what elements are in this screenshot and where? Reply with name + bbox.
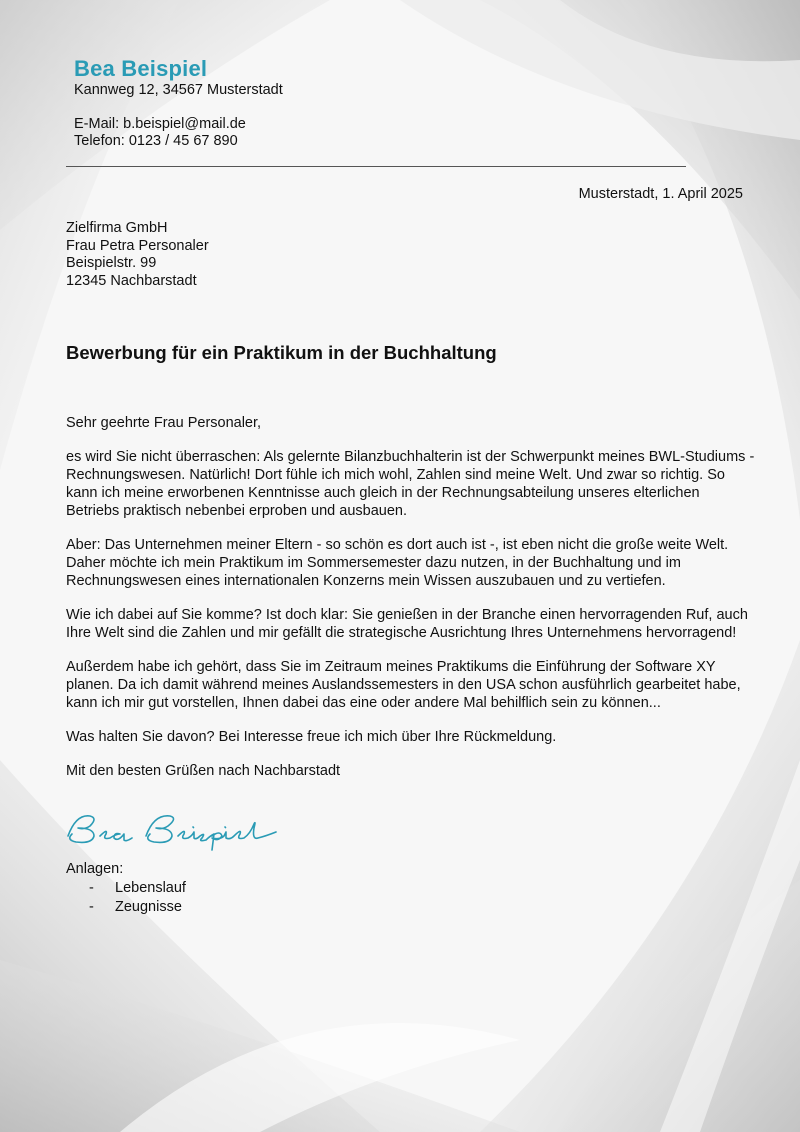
list-item bbox=[66, 879, 186, 898]
salutation: Sehr geehrte Frau Personaler, bbox=[66, 415, 262, 431]
recipient-city: 12345 Nachbarstadt bbox=[66, 272, 197, 289]
sender-phone: Telefon: 0123 / 45 67 890 bbox=[74, 133, 238, 149]
sender-email: E-Mail: b.beispiel@mail.de bbox=[74, 116, 246, 132]
header-divider bbox=[66, 166, 686, 167]
body-paragraph: Außerdem habe ich gehört, dass Sie im Zeitraum meines Praktikums die Einführung der Software XY planen. Da ich damit während meines Auslandssemesters in den USA schon ausführlich gearbeitet habe, kann ich mir gut vorstellen, Ihnen dabei das eine oder andere Mal behilflich sein zu können... bbox=[66, 659, 741, 711]
attachments-heading: Anlagen: bbox=[66, 861, 124, 877]
attachment-label: Zeugnisse bbox=[115, 899, 182, 915]
recipient-street: Beispielstr. 99 bbox=[66, 255, 157, 271]
attachment-label: Lebenslauf bbox=[115, 880, 186, 896]
list-bullet: - bbox=[89, 899, 94, 915]
closing-line: Mit den besten Grüßen nach Nachbarstadt bbox=[66, 763, 341, 779]
handwritten-signature bbox=[62, 806, 292, 854]
body-paragraph: es wird Sie nicht überraschen: Als gelernte Bilanzbuchhalterin ist der Schwerpunkt meines BWL-Studiums - Rechnungswesen. Natürlich! Dort fühle ich mich wohl, Zahlen sind meine Welt. Und zwar so richtig. So kann ich meine erworbenen Kenntnisse auch gleich in der Rechnungsabteilung unseres elterlichen Betriebs praktisch nebenbei erproben und ausbauen. bbox=[66, 449, 755, 519]
letter-body bbox=[66, 414, 756, 780]
recipient-company: Zielfirma GmbH bbox=[66, 220, 168, 236]
recipient-block bbox=[66, 220, 209, 290]
sender-address: Kannweg 12, 34567 Musterstadt bbox=[74, 82, 283, 98]
attachments-list bbox=[66, 879, 186, 917]
recipient-person: Frau Petra Personaler bbox=[66, 237, 209, 254]
sender-name: Bea Beispiel bbox=[74, 56, 208, 81]
sender-block bbox=[74, 56, 283, 150]
list-item bbox=[66, 898, 186, 917]
subject-line: Bewerbung für ein Praktikum in der Buchhaltung bbox=[66, 342, 497, 363]
date-line: Musterstadt, 1. April 2025 bbox=[578, 186, 743, 202]
body-paragraph: Aber: Das Unternehmen meiner Eltern - so schön es dort auch ist -, ist eben nicht die große weite Welt. Daher möchte ich mein Praktikum im Sommersemester dazu nutzen, in der Buchhaltung und im Rechnungswesen eines internationalen Konzerns mein Wissen auszubauen und zu vertiefen. bbox=[66, 537, 729, 589]
attachments-block bbox=[66, 860, 186, 917]
body-paragraph: Wie ich dabei auf Sie komme? Ist doch klar: Sie genießen in der Branche einen hervorragenden Ruf, auch Ihre Welt sind die Zahlen und mir gefällt die strategische Ausrichtung Ihres Unternehmens hervorragend! bbox=[66, 607, 748, 641]
body-paragraph: Was halten Sie davon? Bei Interesse freue ich mich über Ihre Rückmeldung. bbox=[66, 729, 557, 745]
list-bullet: - bbox=[89, 880, 94, 896]
